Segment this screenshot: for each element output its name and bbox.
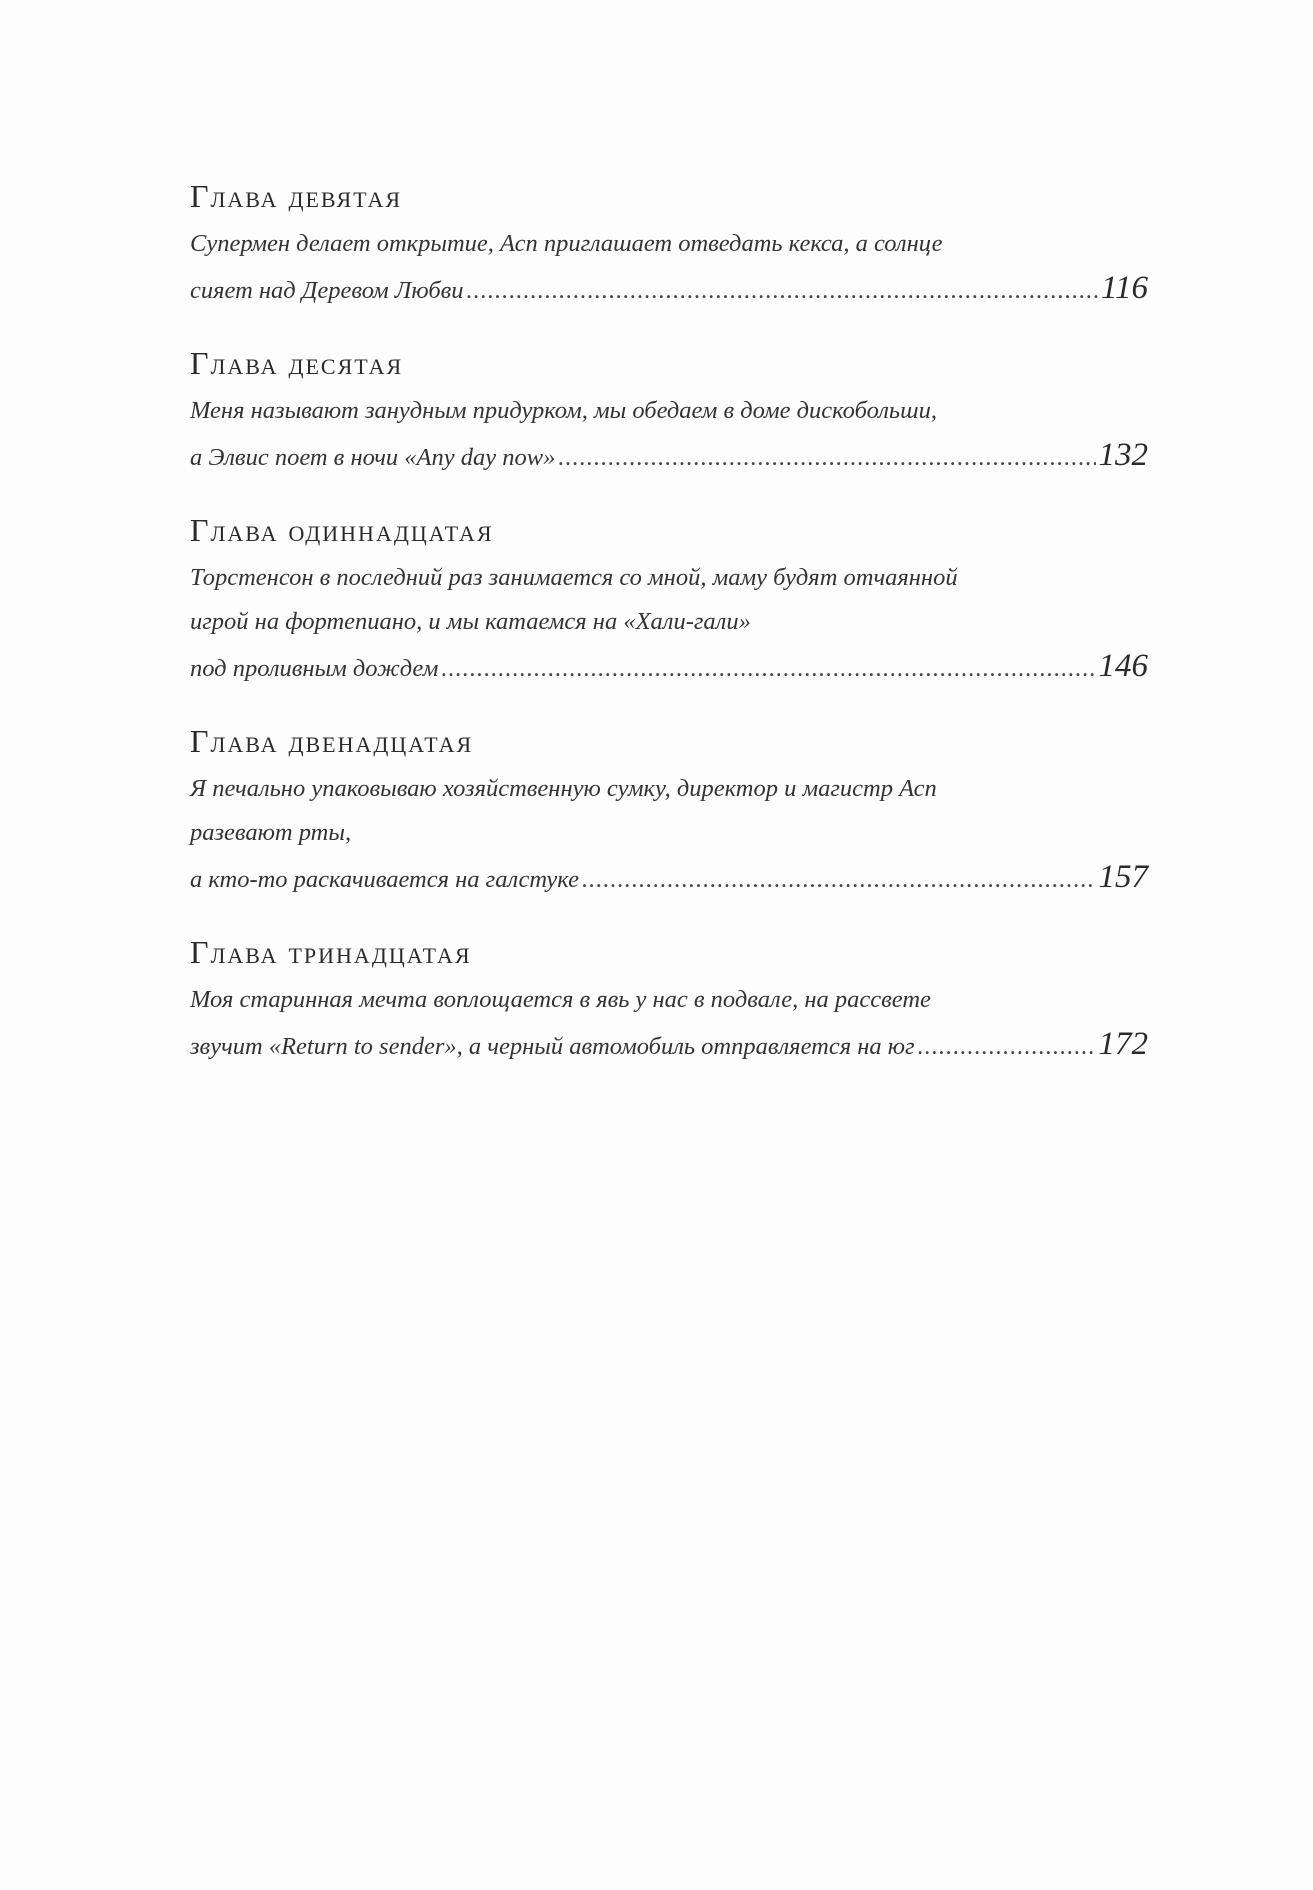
toc-entry [190, 176, 1148, 313]
chapter-description-line: Торстенсон в последний раз занимается со мной, маму будят отчаянной [190, 564, 958, 591]
toc-entry [190, 721, 1148, 902]
chapter-description-last-line [190, 644, 1148, 691]
page-number[interactable]: 172 [1098, 1026, 1148, 1062]
chapter-heading: Глава десятая [190, 345, 404, 381]
chapter-description-last-line [190, 433, 1148, 480]
chapter-description-line: Меня называют занудным придурком, мы обедаем в доме дискобольши, [190, 397, 937, 424]
toc-entry [190, 343, 1148, 480]
chapter-description-last-line [190, 1022, 1148, 1069]
chapter-description-last-line [190, 266, 1148, 313]
toc-entry [190, 510, 1148, 691]
chapter-heading: Глава одиннадцатая [190, 512, 494, 548]
chapter-heading: Глава тринадцатая [190, 934, 472, 970]
page-number[interactable]: 146 [1098, 648, 1148, 684]
toc-entry [190, 932, 1148, 1069]
dot-leader [582, 858, 1096, 902]
dot-leader [467, 269, 1098, 313]
dot-leader [441, 647, 1095, 691]
table-of-contents [190, 176, 1148, 1099]
dot-leader [558, 436, 1095, 480]
chapter-description-line: Моя старинная мечта воплощается в явь у нас в подвале, на рассвете [190, 986, 931, 1013]
chapter-description-line: разевают рты, [190, 819, 352, 846]
dot-leader [918, 1025, 1096, 1069]
page-number[interactable]: 157 [1098, 859, 1148, 895]
chapter-heading: Глава девятая [190, 178, 403, 214]
page-number[interactable]: 116 [1100, 270, 1148, 306]
page-number[interactable]: 132 [1098, 437, 1148, 473]
chapter-description-line: Я печально упаковываю хозяйственную сумку, директор и магистр Асп [190, 775, 937, 802]
chapter-description-text: а Элвис поет в ночи «Any day now» [190, 444, 556, 471]
chapter-description-line: игрой на фортепиано, и мы катаемся на «Хали-гали» [190, 608, 751, 635]
chapter-description-text: под проливным дождем [190, 655, 439, 682]
chapter-heading: Глава двенадцатая [190, 723, 474, 759]
chapter-description-text: сияет над Деревом Любви [190, 277, 464, 304]
chapter-description-last-line [190, 855, 1148, 902]
chapter-description-text: а кто-то раскачивается на галстуке [190, 866, 579, 893]
chapter-description-text: звучит «Return to sender», а черный автомобиль отправляется на юг [190, 1033, 915, 1060]
chapter-description-line: Супермен делает открытие, Асп приглашает отведать кекса, а солнце [190, 230, 943, 257]
